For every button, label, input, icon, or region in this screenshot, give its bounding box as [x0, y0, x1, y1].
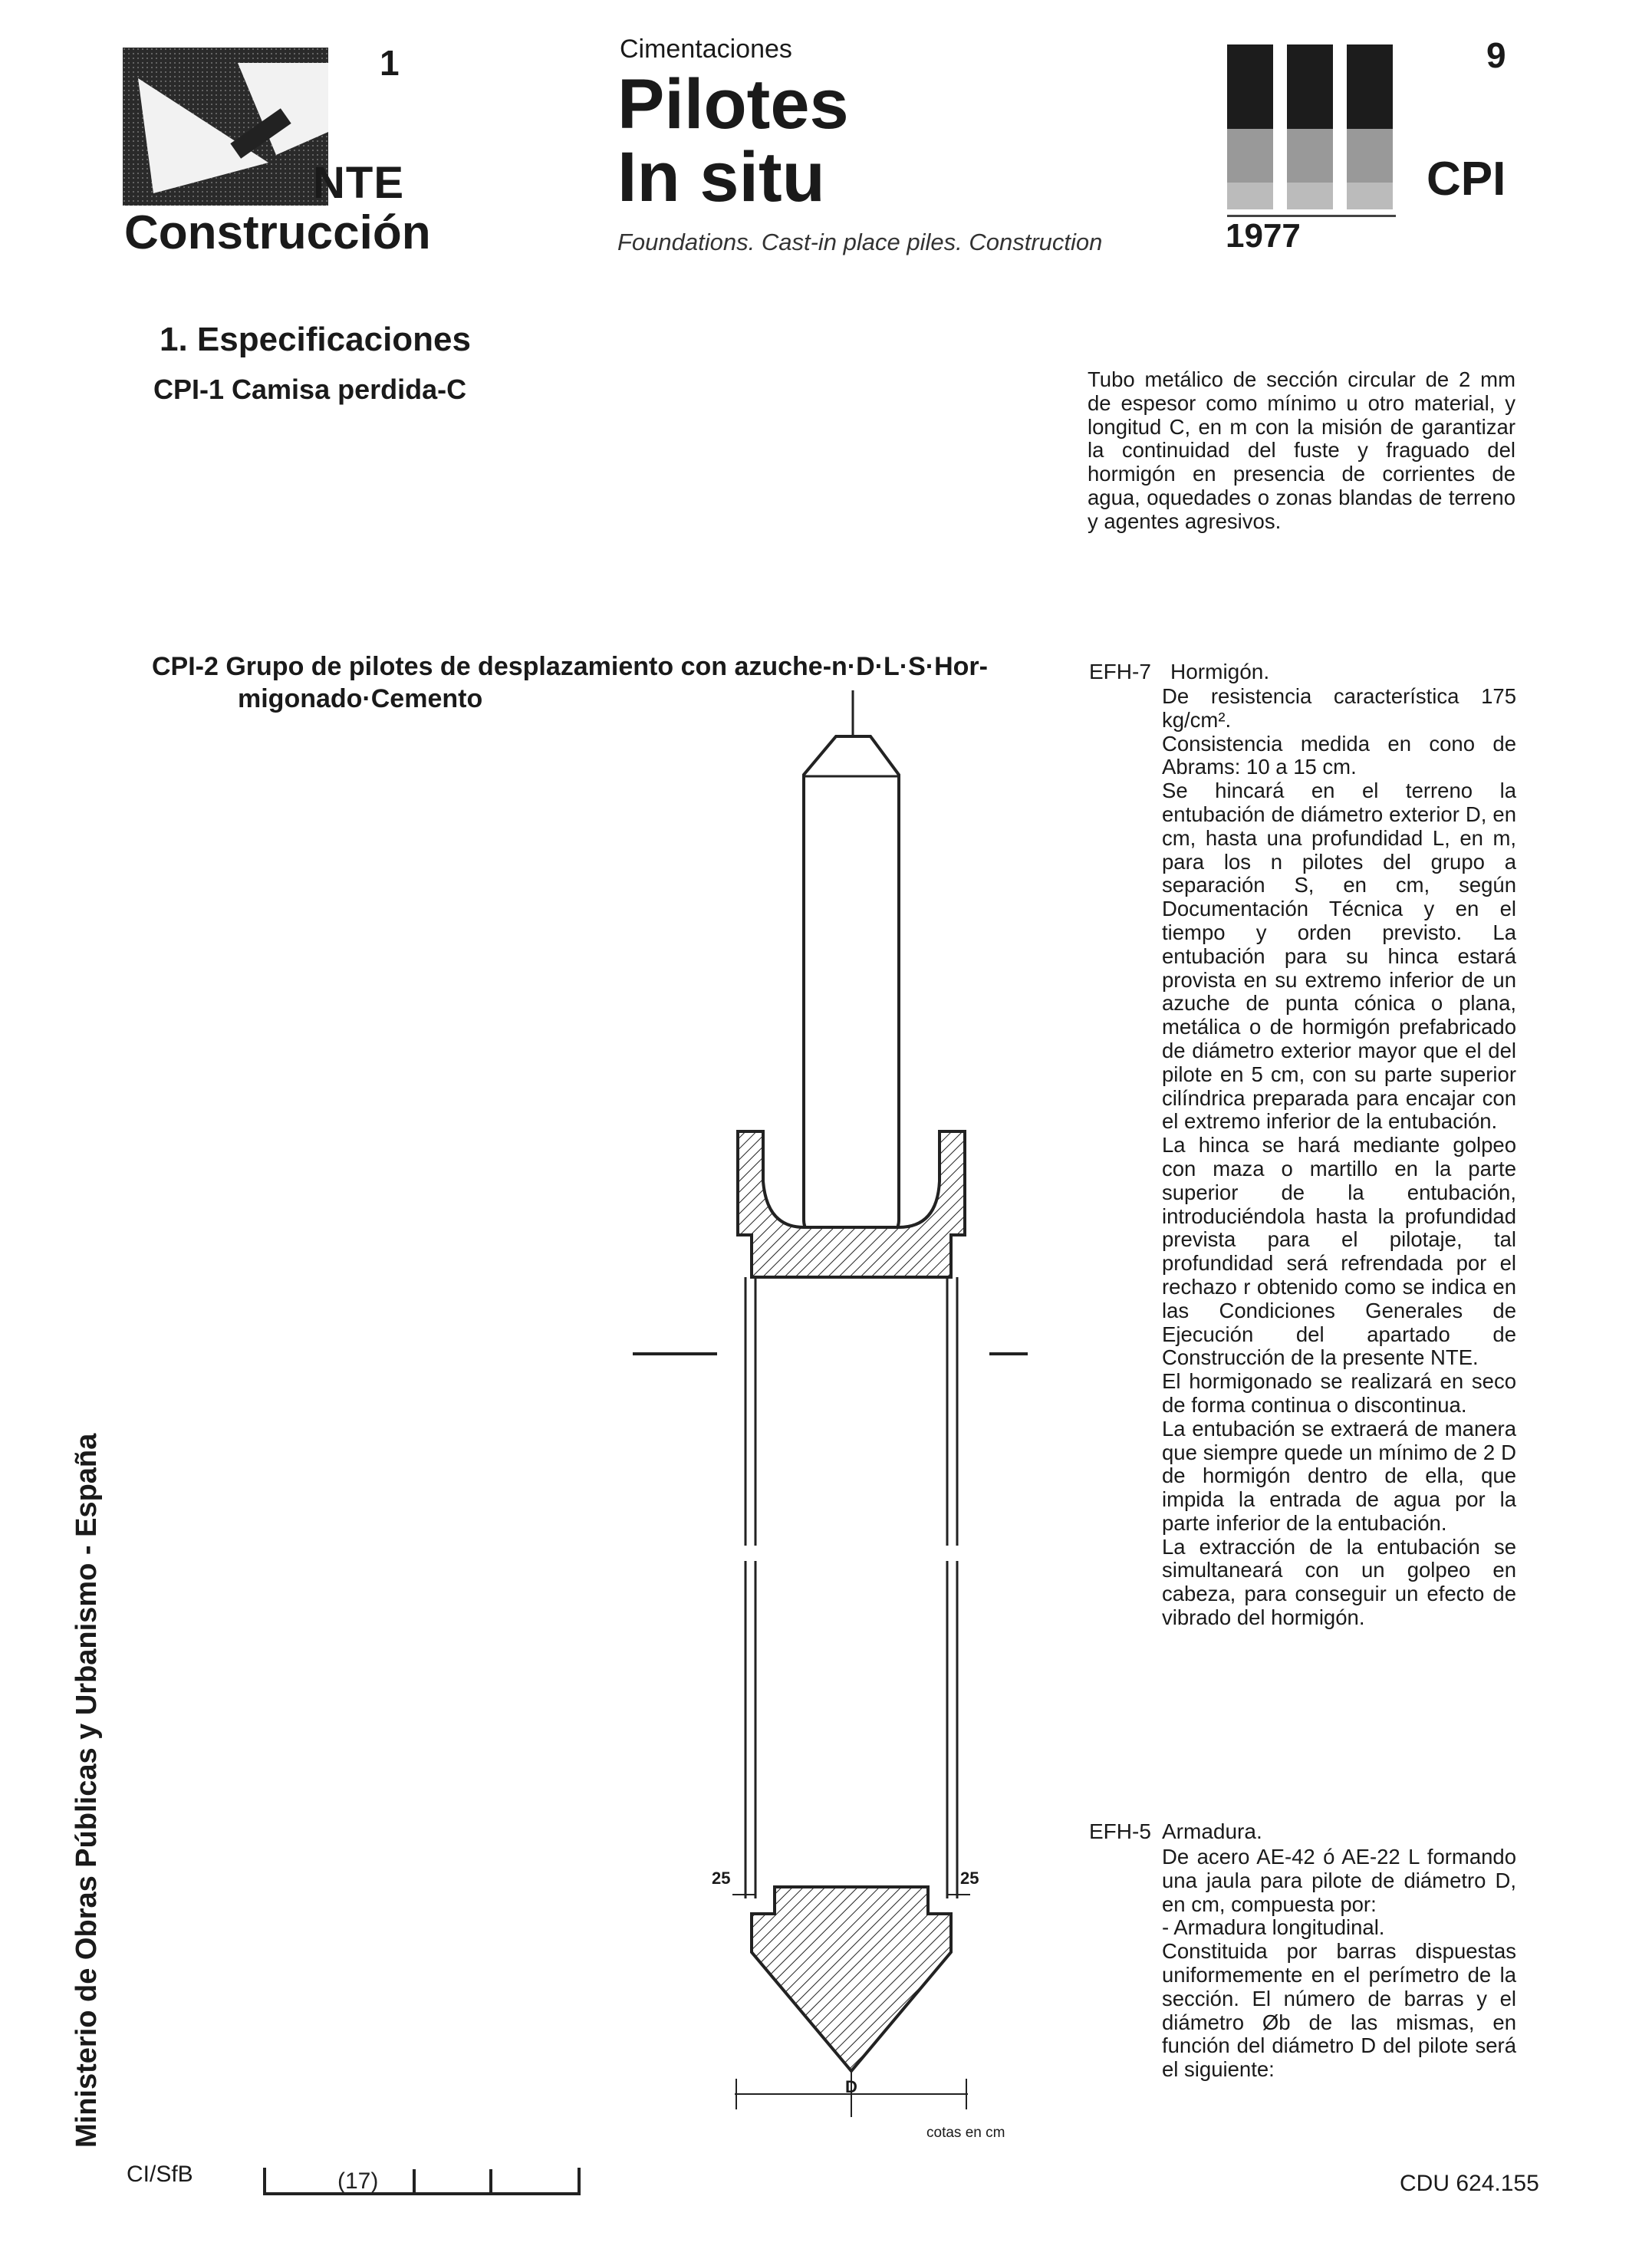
cdu-code: CDU 624.155 [1400, 2171, 1539, 2196]
header-left-number: 1 [380, 43, 400, 83]
english-subtitle: Foundations. Cast-in place piles. Construction [617, 229, 1103, 255]
cpi1-description: Tubo metálico de sección circular de 2 mm de espesor como mínimo u otro material, y longitud C, en m con la misión de garantizar la continuidad del fuste y fraguado del hormigón en presencia de corrientes de agua, oquedades o zonas blandas de terreno y agentes agresivos. [1088, 367, 1515, 533]
ministry-vertical-label: Ministerio de Obras Públicas y Urbanismo - España [71, 1433, 103, 2148]
page-title-line2: In situ [617, 138, 825, 216]
publication-year: 1977 [1226, 217, 1301, 255]
page-title-line1: Pilotes [617, 65, 849, 143]
header-right-number: 9 [1486, 35, 1506, 75]
cpi2-title-line1: CPI-2 Grupo de pilotes de desplazamiento con azuche-n·D·L·S·Hor- [152, 652, 988, 681]
dimension-left: 25 [712, 1869, 731, 1888]
efh7-text: De resistencia característica 175 kg/cm². Consistencia medida en cono de Abrams: 10 a 15 cm. Se hincará en el terreno la entubación de diámetro exterior D, en cm, hasta una profundidad L, en m, para los n pilotes del grupo a separación S, en cm, según Documentación Técnica y en el tiempo y orden previsto. La entubación para su hinca estará provista en su extremo inferior de un azuche de punta cónica o plana, metálica o de hormigón prefabricado de diámetro exterior mayor que el del pilote en 5 cm, con su parte superior cilíndrica preparada para encajar con el extremo inferior de la entubación. La hinca se hará mediante golpeo con maza o martillo en la parte superior de la entubación, introduciéndola hasta la profundidad prevista para el pilotaje, tal profundidad será refrendada por el rechazo r obtenido como se indica en las Condiciones Generales de Ejecución del apartado de Construcción de la presente NTE. El hormigonado se realizará en seco de forma continua o discontinua. La entubación se extraerá de manera que siempre quede un mínimo de 2 D de hormigón dentro de ella, que impida la entrada de agua por la parte inferior de la entubación. La extracción de la entubación se simultaneará con un golpeo en cabeza, para conseguir un efecto de vibrado del hormigón. [1162, 684, 1516, 1630]
cpi-code: CPI [1427, 153, 1506, 206]
efh7-code: EFH-7 [1089, 660, 1151, 683]
cpi1-title: CPI-1 Camisa perdida-C [153, 374, 467, 405]
units-note: cotas en cm [926, 2125, 1005, 2141]
cpi2-title-line2: migonado·Cemento [238, 684, 483, 713]
cfsb-label: CI/SfB [127, 2162, 193, 2187]
efh7-title: Hormigón. [1170, 660, 1270, 683]
efh5-title: Armadura. [1162, 1819, 1262, 1843]
piles-icon [1227, 44, 1396, 217]
dimension-diameter: D [845, 2077, 857, 2096]
nte-logo [123, 48, 328, 206]
cfsb-code-box [261, 2162, 583, 2200]
section-heading: 1. Especificaciones [160, 321, 471, 358]
efh5-text: De acero AE-42 ó AE-22 L formando una jaula para pilote de diámetro D, en cm, compuesta por: - Armadura longitudinal. Constituida por barras dispuestas uniformemente en el perímetro de la sección. El número de barras y el diámetro Øb de las mismas, en función del diámetro D del pilote será el siguiente: [1162, 1845, 1516, 2082]
nte-label: NTE [313, 158, 404, 208]
construccion-title: Construcción [124, 206, 431, 259]
pile-section-drawing [614, 687, 1043, 2136]
efh5-code: EFH-5 [1089, 1819, 1151, 1843]
cfsb-code: (17) [337, 2168, 379, 2194]
dimension-right: 25 [960, 1869, 979, 1888]
category-kicker: Cimentaciones [620, 35, 792, 64]
